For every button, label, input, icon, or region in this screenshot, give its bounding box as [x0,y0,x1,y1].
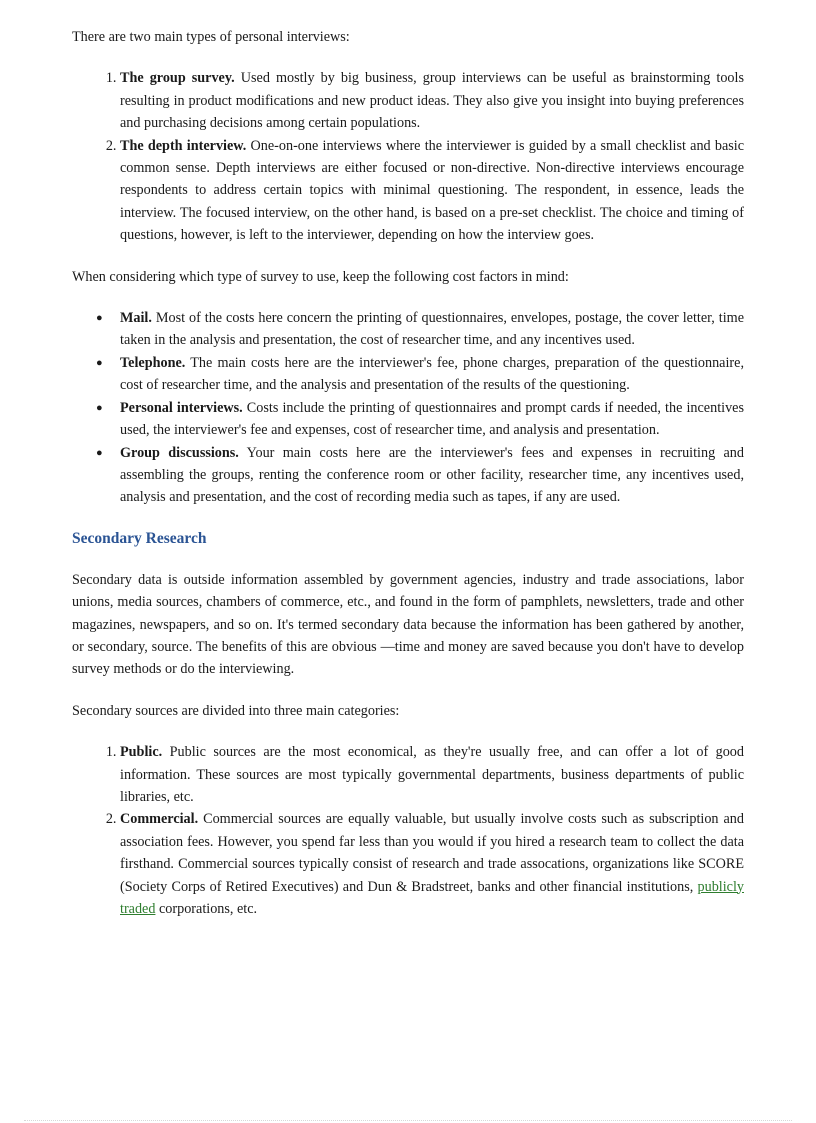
item-text: corporations, etc. [155,901,258,917]
item-term: Mail. [120,310,152,327]
item-text: Public sources are the most economical, as they're usually free, and can offer a lot of good information. These sources are most typically governmental departments, business departments of public libraries, etc. [120,744,744,805]
item-term: The depth interview. [120,137,247,154]
list-item [120,808,744,920]
document-page [72,26,744,939]
list-item [120,67,744,134]
section-heading: Secondary Research [72,529,207,547]
item-term: Personal interviews. [120,399,243,416]
item-text: Your main costs here are the interviewer's fees and expenses in recruiting and assembling the groups, renting the conference room or other facility, researcher time, any incentives used, analysis and presentation, and the cost of recording media such as tapes, if any are used. [120,444,744,506]
item-term: Telephone. [120,354,186,371]
interview-types-list [72,67,744,246]
item-term: The group survey. [120,70,235,87]
item-term: Group discussions. [120,444,239,461]
item-text: Commercial sources are equally valuable, but usually involve costs such as subscription and association fees. However, you spend far less than you would if you hired a research team to collect the data firsthand. Commercial sources typically consist of research and trade assocations, organizations like SCORE (Society Corps of Retired Executives) and Dun & Bradstreet, banks and other financial institutions, [120,811,744,895]
item-text: The main costs here are the interviewer's fee, phone charges, preparation of the questionnaire, cost of researcher time, and the analysis and presentation of the results of the questioning. [120,354,744,394]
item-term: Commercial. [120,811,199,828]
item-term: Public. [120,744,163,761]
list-item [96,307,744,352]
bullet-icon: ● [96,356,103,369]
secondary-paragraph: Secondary data is outside information assembled by government agencies, industry and trade associations, labor unions, media sources, chambers of commerce, etc., and found in the form of pamphlets, newsletters, trade and other magazines, newspapers, and so on. It's termed secondary data because the information has been gathered by another, or secondary, source. The benefits of this are obvious —time and money are saved because you don't have to develop survey methods or do the interviewing. [72,571,744,678]
list-item [96,442,744,509]
publicly-traded-link[interactable]: publicly traded [120,878,744,917]
bullet-icon: ● [96,312,103,325]
item-text: Used mostly by big business, group interviews can be useful as brainstorming tools resulting in product modifications and new product ideas. They also give you insight into buying preferences and purchasing decisions among certain populations. [120,70,744,132]
item-text: One-on-one interviews where the interviewer is guided by a small checklist and basic common sense. Depth interviews are either focused or non-directive. Non-directive interviews encourage respondents to address certain topics with minimal questioning. The respondent, in essence, leads the interview. The focused interview, on the other hand, is based on a pre-set checklist. The choice and timing of questions, however, is left to the interviewer, depending on how the interview goes. [120,137,744,244]
cost-intro: When considering which type of survey to use, keep the following cost factors in mind: [72,268,569,285]
list-item [96,397,744,442]
item-text: Most of the costs here concern the printing of questionnaires, envelopes, postage, the cover letter, time taken in the analysis and presentation, the cost of researcher time, and any incentives used. [120,310,744,349]
list-item [120,135,744,247]
interview-intro: There are two main types of personal interviews: [72,29,350,45]
cost-factors-list [72,307,744,509]
sources-intro: Secondary sources are divided into three main categories: [72,702,400,719]
bullet-icon: ● [96,446,103,459]
page-divider [24,1120,792,1121]
bullet-icon: ● [96,401,103,414]
source-categories-list [72,741,744,920]
list-item [96,352,744,397]
list-item [120,741,744,808]
item-text: Costs include the printing of questionnaires and prompt cards if needed, the incentives used, the interviewer's fee and expenses, cost of researcher time, and analysis and presentation. [120,399,744,439]
